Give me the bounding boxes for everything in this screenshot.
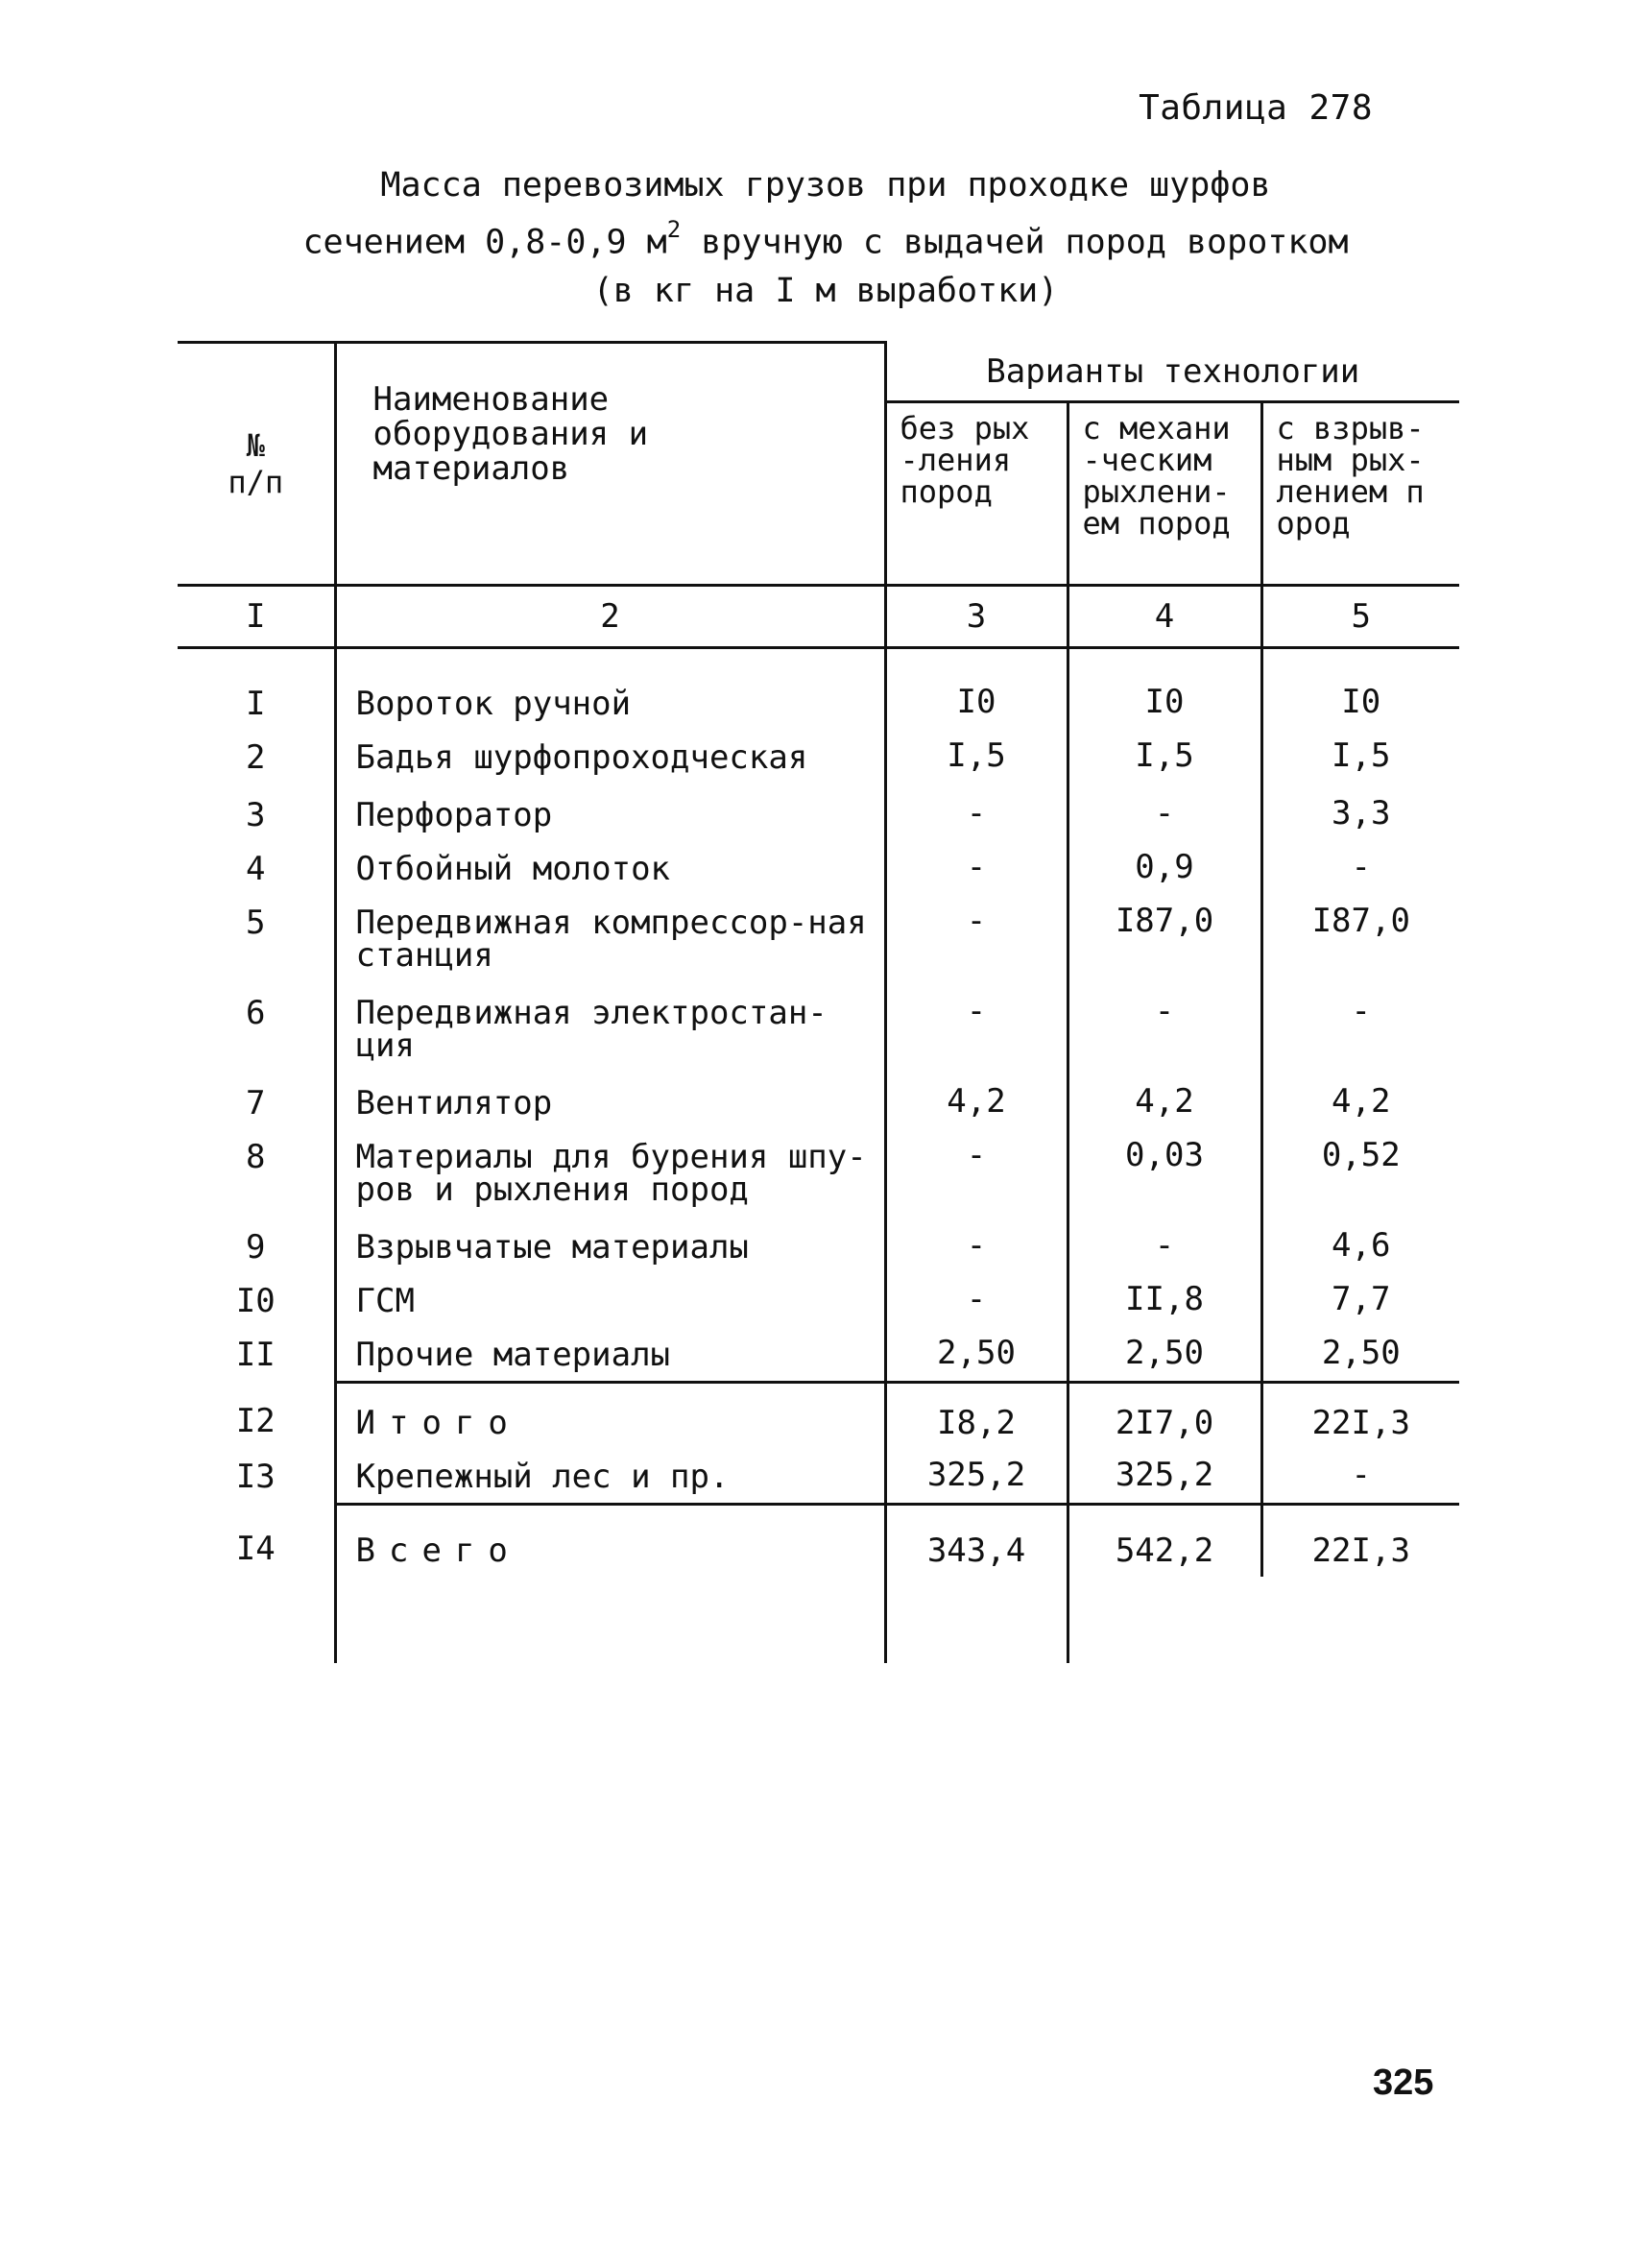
value-no-loosening: 343,4 [885,1504,1068,1577]
gap-cell [1068,647,1261,676]
row-name: Отбойный молоток [335,841,885,895]
spacer-cell [335,1577,885,1663]
value-no-loosening: I,5 [885,730,1068,787]
value-blast-loosening: 22I,3 [1261,1504,1459,1577]
bottom-spacer-row [178,1577,1459,1663]
value-blast-loosening: 22I,3 [1261,1382,1459,1449]
row-name: Вороток ручной [335,676,885,730]
number-header-label: № п/п [228,426,284,500]
title-line-1: Масса перевозимых грузов при проходке шурфов [380,166,1271,205]
variant-header-1 [885,401,1068,585]
value-mechanical-loosening: I,5 [1068,730,1261,787]
row-name: Итого [335,1382,885,1449]
value-no-loosening: 4,2 [885,1075,1068,1129]
row-name: Перфоратор [335,787,885,841]
value-mechanical-loosening: 2I7,0 [1068,1382,1261,1449]
row-number: 4 [246,849,266,888]
column-number-3: 3 [885,585,1068,647]
variants-group-header: Варианты технологии [885,343,1459,402]
row-name: Взрывчатые материалы [335,1219,885,1273]
table-row [178,1129,1459,1219]
value-no-loosening: - [885,1219,1068,1273]
value-mechanical-loosening: II,8 [1068,1273,1261,1327]
row-name: Прочие материалы [335,1327,885,1383]
column-number-2: 2 [335,585,885,647]
value-mechanical-loosening: 542,2 [1068,1504,1261,1577]
spacer-cell [1261,1577,1459,1663]
value-blast-loosening: - [1261,1449,1459,1505]
variant-header-2 [1068,401,1261,585]
value-no-loosening: - [885,895,1068,985]
row-name: Материалы для бурения шпу-ров и рыхления пород [335,1129,885,1219]
value-blast-loosening: I87,0 [1261,895,1459,985]
gap-cell [1261,647,1459,676]
value-mechanical-loosening: - [1068,1219,1261,1273]
value-mechanical-loosening: 4,2 [1068,1075,1261,1129]
value-mechanical-loosening: 325,2 [1068,1449,1261,1505]
row-number: I4 [235,1530,276,1568]
gap-cell [335,647,885,676]
gap-cell [885,647,1068,676]
table-row [178,895,1459,985]
value-no-loosening: I8,2 [885,1382,1068,1449]
value-no-loosening: - [885,787,1068,841]
value-mechanical-loosening: I0 [1068,676,1261,730]
fastening-timber-row [178,1449,1459,1505]
grand-total-row [178,1504,1459,1577]
variant-header-1-label: без рых-ления пород [900,409,1030,510]
value-mechanical-loosening: I87,0 [1068,895,1261,985]
value-no-loosening: - [885,841,1068,895]
title-line-2 [288,209,1363,267]
table-row [178,730,1459,787]
value-no-loosening: - [885,1129,1068,1219]
subtotal-body [178,1382,1459,1504]
row-number: 3 [246,795,266,834]
row-number: 6 [246,993,266,1032]
table-row [178,1219,1459,1273]
value-blast-loosening: 2,50 [1261,1327,1459,1383]
value-blast-loosening: I,5 [1261,730,1459,787]
row-name: ГСМ [335,1273,885,1327]
row-number: I2 [235,1402,276,1440]
variant-header-2-label: с механи-ческим рыхлени-ем пород [1082,409,1231,542]
row-name: Передвижная компрессор-ная станция [335,895,885,985]
header-row-1 [178,343,1459,402]
table-number: Таблица 278 [1139,88,1373,128]
row-name: Вентилятор [335,1075,885,1129]
title-superscript: 2 [666,216,682,243]
spacer-cell [1068,1577,1261,1663]
column-numbers-row [178,585,1459,647]
value-mechanical-loosening: 2,50 [1068,1327,1261,1383]
total-body [178,1504,1459,1577]
value-blast-loosening: 4,2 [1261,1075,1459,1129]
value-blast-loosening: - [1261,985,1459,1075]
value-no-loosening: - [885,985,1068,1075]
row-name: Бадья шурфопроходческая [335,730,885,787]
row-number: I0 [235,1281,276,1320]
title-line-3: (в кг на I м выработки) [592,271,1059,310]
row-number: I [246,684,266,723]
name-column-header [335,343,885,586]
subtotal-row [178,1382,1459,1449]
value-mechanical-loosening: - [1068,787,1261,841]
row-name: Крепежный лес и пр. [335,1449,885,1505]
value-blast-loosening: 4,6 [1261,1219,1459,1273]
value-no-loosening: - [885,1273,1068,1327]
table-title [288,161,1363,315]
value-blast-loosening: 7,7 [1261,1273,1459,1327]
number-column-header [178,343,335,586]
value-no-loosening: 2,50 [885,1327,1068,1383]
table-row [178,787,1459,841]
row-number: 9 [246,1227,266,1267]
row-number: 5 [246,903,266,942]
column-number-1: I [178,585,335,647]
value-blast-loosening: - [1261,841,1459,895]
table-row [178,841,1459,895]
table-row [178,1273,1459,1327]
row-name: Всего [335,1504,885,1577]
name-header-label: Наименование оборудования и материалов [372,380,649,488]
value-blast-loosening: 3,3 [1261,787,1459,841]
column-number-4: 4 [1068,585,1261,647]
variant-header-3 [1261,401,1459,585]
table-row [178,1327,1459,1383]
title-line-2-part-b: вручную с выдачей пород воротком [681,223,1349,262]
gap-cell [178,647,335,676]
row-number: I3 [235,1457,276,1496]
value-blast-loosening: 0,52 [1261,1129,1459,1219]
value-no-loosening: 325,2 [885,1449,1068,1505]
value-mechanical-loosening: 0,03 [1068,1129,1261,1219]
title-line-2-part-a: сечением 0,8-0,9 м [302,223,667,262]
page-number: 325 [1373,2063,1434,2103]
table-row [178,985,1459,1075]
row-number: 2 [246,737,266,777]
table-row [178,676,1459,730]
row-number: 8 [246,1137,266,1176]
value-mechanical-loosening: 0,9 [1068,841,1261,895]
variant-header-3-label: с взрыв-ным рых-лением пород [1276,409,1425,542]
spacer-cell [885,1577,1068,1663]
value-mechanical-loosening: - [1068,985,1261,1075]
mass-table [178,341,1459,1663]
row-number: II [235,1335,276,1374]
row-number: 7 [246,1083,266,1122]
gap-row [178,647,1459,676]
value-no-loosening: I0 [885,676,1068,730]
column-number-5: 5 [1261,585,1459,647]
row-name: Передвижная электростан-ция [335,985,885,1075]
table-row [178,1075,1459,1129]
spacer-cell [178,1577,335,1663]
table-body [178,676,1459,1383]
value-blast-loosening: I0 [1261,676,1459,730]
